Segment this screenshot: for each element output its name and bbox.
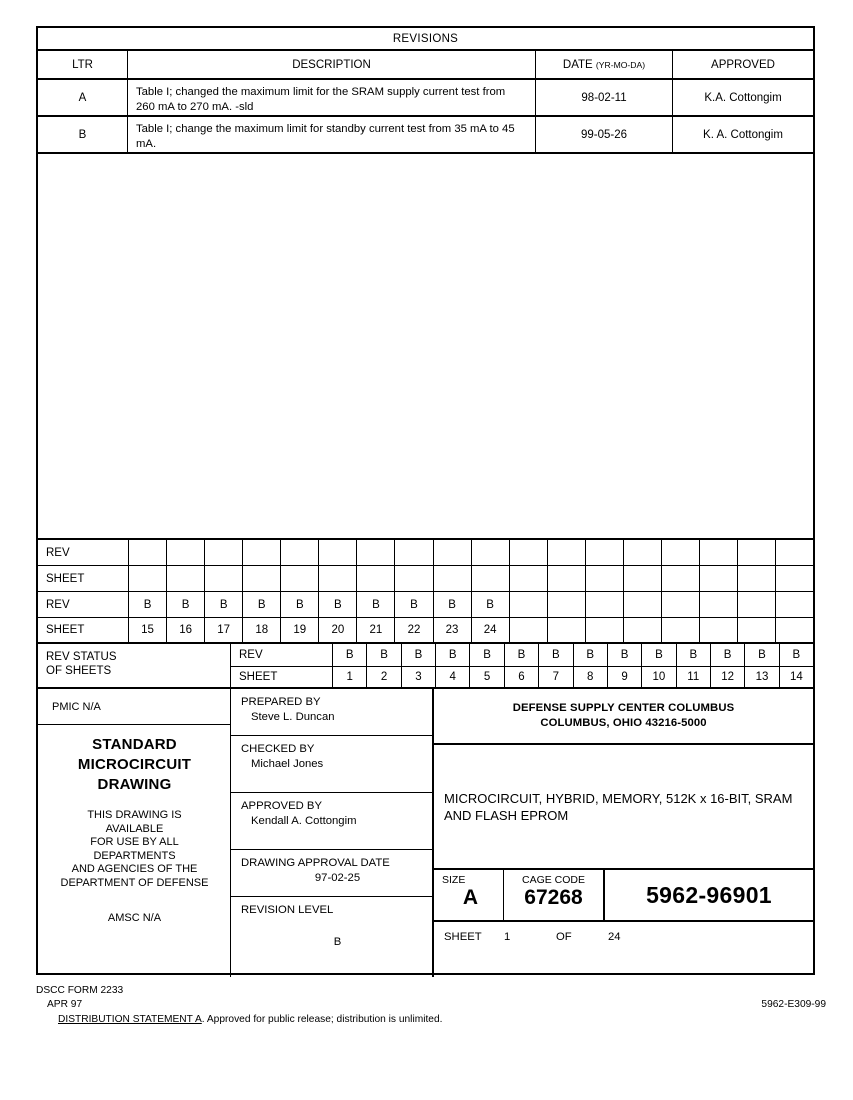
rev-status-cell: 9 — [608, 667, 642, 690]
row-label-rev: REV — [38, 592, 129, 618]
form-number: DSCC FORM 2233 — [36, 985, 124, 996]
revision-approver: K.A. Cottongim — [673, 80, 813, 117]
rev-status-cell — [510, 592, 548, 618]
sheet-label: SHEET — [444, 931, 482, 943]
rev-status-cell: 4 — [436, 667, 470, 690]
col-header-ltr: LTR — [38, 51, 128, 80]
rev-status-cell — [472, 540, 510, 566]
smd-heading-line3: DRAWING — [97, 776, 172, 793]
rev-status-cell: 20 — [319, 618, 357, 644]
rev-status-row-sheet-upper — [38, 618, 813, 644]
rev-status-cells — [333, 667, 813, 690]
product-title: MICROCIRCUIT, HYBRID, MEMORY, 512K x 16-BIT, SRAM AND FLASH EPROM — [434, 745, 813, 870]
approved-by-field — [231, 793, 434, 850]
sheet-count-row — [434, 922, 813, 977]
checked-by-label: CHECKED BY — [241, 743, 315, 755]
revision-description-text: Table I; changed the maximum limit for the SRAM supply current test from 260 mA to 270 mA. -sld — [136, 86, 506, 113]
rev-status-cell — [129, 540, 167, 566]
rev-status-cell — [281, 566, 319, 592]
rev-status-cell — [357, 540, 395, 566]
rev-status-cell: 19 — [281, 618, 319, 644]
revision-description-text: Table I; change the maximum limit for standby current test from 35 mA to 45 mA. — [136, 123, 515, 150]
rev-status-cell — [700, 618, 738, 644]
col-header-date-text: DATE — [562, 58, 593, 71]
rev-status-cell: 14 — [780, 667, 813, 690]
rev-status-label-line2: OF SHEETS — [46, 665, 112, 677]
drawing-approval-date-field — [231, 850, 434, 897]
rev-status-cell: B — [436, 644, 470, 667]
rev-status-cell — [510, 566, 548, 592]
revisions-title: REVISIONS — [38, 28, 813, 51]
rev-status-cell — [700, 566, 738, 592]
rev-status-of-sheets-label — [38, 644, 231, 689]
rev-status-cell — [662, 618, 700, 644]
rev-status-cell: B — [505, 644, 539, 667]
row-label-rev: REV — [231, 644, 333, 667]
rev-status-cell — [510, 618, 548, 644]
rev-status-cell — [243, 566, 281, 592]
of-label: OF — [556, 931, 572, 943]
rev-status-cell: B — [470, 644, 504, 667]
rev-status-cell: 24 — [472, 618, 510, 644]
col-header-date-format: (YR-MO-DA) — [595, 59, 646, 70]
rev-status-cell: B — [642, 644, 676, 667]
rev-status-cell: B — [395, 592, 433, 618]
amsc-field: AMSC N/A — [107, 912, 162, 924]
smd-heading — [38, 735, 231, 795]
rev-status-cell — [395, 540, 433, 566]
revision-level-label: REVISION LEVEL — [241, 904, 334, 916]
rev-status-cell: B — [780, 644, 813, 667]
rev-status-cell: 15 — [129, 618, 167, 644]
rev-status-cell — [624, 618, 662, 644]
rev-status-row-rev-lower — [231, 644, 813, 667]
col-header-description: DESCRIPTION — [128, 51, 536, 80]
availability-line: AVAILABLE — [105, 822, 164, 835]
rev-status-cell — [700, 592, 738, 618]
rev-status-cell: B — [677, 644, 711, 667]
row-label-sheet: SHEET — [231, 667, 333, 690]
rev-status-cell — [434, 566, 472, 592]
rev-status-cell: B — [167, 592, 205, 618]
availability-line: FOR USE BY ALL — [90, 836, 179, 848]
rev-status-cell — [738, 592, 776, 618]
rev-status-cell: B — [205, 592, 243, 618]
rev-status-cell: 22 — [395, 618, 433, 644]
rev-status-cell: 16 — [167, 618, 205, 644]
rev-status-cell: B — [434, 592, 472, 618]
revision-row-a — [38, 80, 813, 117]
sheet-number-value: 1 — [504, 931, 511, 943]
rev-status-row-sheet-empty — [38, 566, 813, 592]
rev-status-cell — [319, 540, 357, 566]
rev-status-cell: 21 — [357, 618, 395, 644]
rev-status-cell — [624, 540, 662, 566]
rev-status-cell: 23 — [434, 618, 472, 644]
rev-status-cell — [624, 566, 662, 592]
revision-level-value: B — [333, 935, 342, 948]
rev-status-summary-row — [38, 644, 813, 689]
rev-status-cell: 12 — [711, 667, 745, 690]
rev-status-cell — [395, 566, 433, 592]
revision-date: 99-05-26 — [536, 117, 673, 154]
prepared-by-value: Steve L. Duncan — [251, 710, 335, 723]
availability-line: DEPARTMENTS — [93, 849, 176, 862]
rev-status-cell: B — [281, 592, 319, 618]
rev-status-cell — [548, 618, 586, 644]
rev-status-cell — [357, 566, 395, 592]
approved-by-value: Kendall A. Cottongim — [251, 814, 357, 827]
approved-by-label: APPROVED BY — [241, 800, 322, 812]
rev-status-cell — [586, 540, 624, 566]
checked-by-value: Michael Jones — [251, 757, 324, 770]
prepared-by-field — [231, 689, 434, 736]
form-date: APR 97 — [47, 999, 83, 1010]
rev-status-cell — [548, 566, 586, 592]
rev-status-cell — [776, 592, 813, 618]
rev-status-cells — [129, 566, 813, 592]
sheet-total-value: 24 — [608, 931, 621, 943]
revision-ltr: B — [38, 117, 128, 154]
issuing-agency-header — [434, 689, 813, 745]
rev-status-row-rev-upper — [38, 592, 813, 618]
drawing-frame — [36, 26, 815, 975]
rev-status-cell — [776, 618, 813, 644]
rev-status-cell — [243, 540, 281, 566]
rev-status-cell — [662, 592, 700, 618]
rev-status-cell — [548, 592, 586, 618]
prepared-by-label: PREPARED BY — [241, 696, 321, 708]
rev-status-cell: B — [472, 592, 510, 618]
rev-status-cell: 6 — [505, 667, 539, 690]
row-label-sheet: SHEET — [38, 618, 129, 644]
size-cage-number-row — [434, 870, 813, 922]
rev-status-cell: 5 — [470, 667, 504, 690]
rev-status-cell: B — [574, 644, 608, 667]
rev-status-cell: B — [357, 592, 395, 618]
distribution-statement — [36, 1013, 826, 1027]
rev-status-cell — [434, 540, 472, 566]
availability-line: DEPARTMENT OF DEFENSE — [60, 876, 209, 889]
rev-status-cell: 13 — [745, 667, 779, 690]
rev-status-cell — [205, 566, 243, 592]
smd-heading-line1: STANDARD — [92, 736, 177, 753]
title-block-middle-column — [231, 689, 434, 977]
rev-status-cell: B — [333, 644, 367, 667]
rev-status-cell — [319, 566, 357, 592]
rev-status-nested-table — [231, 644, 813, 689]
distribution-statement-heading: DISTRIBUTION STATEMENT A — [58, 1014, 202, 1025]
document-code: 5962-E309-99 — [761, 999, 826, 1010]
rev-status-cells — [129, 592, 813, 618]
page-footer — [36, 984, 826, 1027]
rev-status-cell: 7 — [539, 667, 573, 690]
rev-status-cell: B — [539, 644, 573, 667]
row-label-sheet: SHEET — [38, 566, 129, 592]
rev-status-cell: B — [367, 644, 401, 667]
cage-code-value: 67268 — [524, 886, 583, 909]
rev-status-cell: 8 — [574, 667, 608, 690]
rev-status-cell — [738, 566, 776, 592]
cage-code-field — [504, 870, 605, 920]
revisions-header-row — [38, 51, 813, 80]
rev-status-cell: 3 — [402, 667, 436, 690]
availability-line: AND AGENCIES OF THE — [71, 863, 198, 875]
distribution-statement-text: . Approved for public release; distribution is unlimited. — [201, 1014, 443, 1025]
revision-ltr: A — [38, 80, 128, 117]
approval-date-label: DRAWING APPROVAL DATE — [241, 857, 390, 869]
rev-status-cell — [472, 566, 510, 592]
title-block-right-column — [434, 689, 813, 977]
revision-description — [128, 117, 536, 154]
smd-heading-line2: MICROCIRCUIT — [77, 756, 192, 773]
rev-status-cell: B — [243, 592, 281, 618]
rev-status-cell — [586, 618, 624, 644]
rev-status-cell — [510, 540, 548, 566]
title-block-left-column — [38, 689, 231, 977]
revision-date: 98-02-11 — [536, 80, 673, 117]
rev-status-cell — [167, 540, 205, 566]
rev-status-cell — [586, 592, 624, 618]
rev-status-of-sheets-table — [38, 540, 813, 689]
rev-status-cell: 11 — [677, 667, 711, 690]
cage-code-label: CAGE CODE — [521, 874, 585, 886]
rev-status-cell — [624, 592, 662, 618]
rev-status-cell — [738, 540, 776, 566]
rev-status-cells — [129, 618, 813, 644]
drawing-number-value: 5962-96901 — [646, 881, 772, 908]
size-label: SIZE — [442, 874, 466, 886]
rev-status-cell: 1 — [333, 667, 367, 690]
rev-status-cell: B — [319, 592, 357, 618]
revision-row-b — [38, 117, 813, 154]
rev-status-cells — [333, 644, 813, 667]
agency-line2: COLUMBUS, OHIO 43216-5000 — [540, 717, 707, 729]
rev-status-cell — [738, 618, 776, 644]
title-block — [38, 689, 813, 977]
rev-status-cell — [700, 540, 738, 566]
rev-status-cell: 17 — [205, 618, 243, 644]
revision-level-field — [231, 897, 434, 977]
checked-by-field — [231, 736, 434, 793]
approval-date-value: 97-02-25 — [314, 871, 361, 884]
rev-status-cell: B — [608, 644, 642, 667]
rev-status-cell — [281, 540, 319, 566]
size-value: A — [462, 886, 479, 909]
availability-line: THIS DRAWING IS — [87, 809, 182, 821]
revision-description — [128, 80, 536, 117]
rev-status-cell — [662, 566, 700, 592]
rev-status-cell — [776, 566, 813, 592]
rev-status-cells — [129, 540, 813, 566]
revision-approver: K. A. Cottongim — [673, 117, 813, 154]
rev-status-label-line1: REV STATUS — [46, 651, 117, 663]
col-header-date — [536, 51, 673, 80]
rev-status-cell — [662, 540, 700, 566]
pmic-field: PMIC N/A — [38, 689, 231, 725]
rev-status-cell — [776, 540, 813, 566]
rev-status-row-sheet-lower — [231, 667, 813, 690]
rev-status-cell: 10 — [642, 667, 676, 690]
row-label-rev: REV — [38, 540, 129, 566]
rev-status-cell: 18 — [243, 618, 281, 644]
rev-status-cell: 2 — [367, 667, 401, 690]
rev-status-cell — [167, 566, 205, 592]
size-field — [434, 870, 504, 920]
rev-status-row-rev-empty — [38, 540, 813, 566]
drawing-body-blank-area — [38, 154, 813, 540]
drawing-number-field — [605, 870, 813, 920]
standard-microcircuit-drawing-block — [38, 725, 231, 977]
rev-status-cell: B — [745, 644, 779, 667]
rev-status-cell — [205, 540, 243, 566]
rev-status-cell: B — [711, 644, 745, 667]
rev-status-cell — [586, 566, 624, 592]
rev-status-cell — [129, 566, 167, 592]
rev-status-cell: B — [129, 592, 167, 618]
rev-status-cell: B — [402, 644, 436, 667]
rev-status-cell — [548, 540, 586, 566]
availability-statement — [38, 809, 231, 890]
col-header-approved: APPROVED — [673, 51, 813, 80]
agency-line1: DEFENSE SUPPLY CENTER COLUMBUS — [512, 702, 735, 714]
